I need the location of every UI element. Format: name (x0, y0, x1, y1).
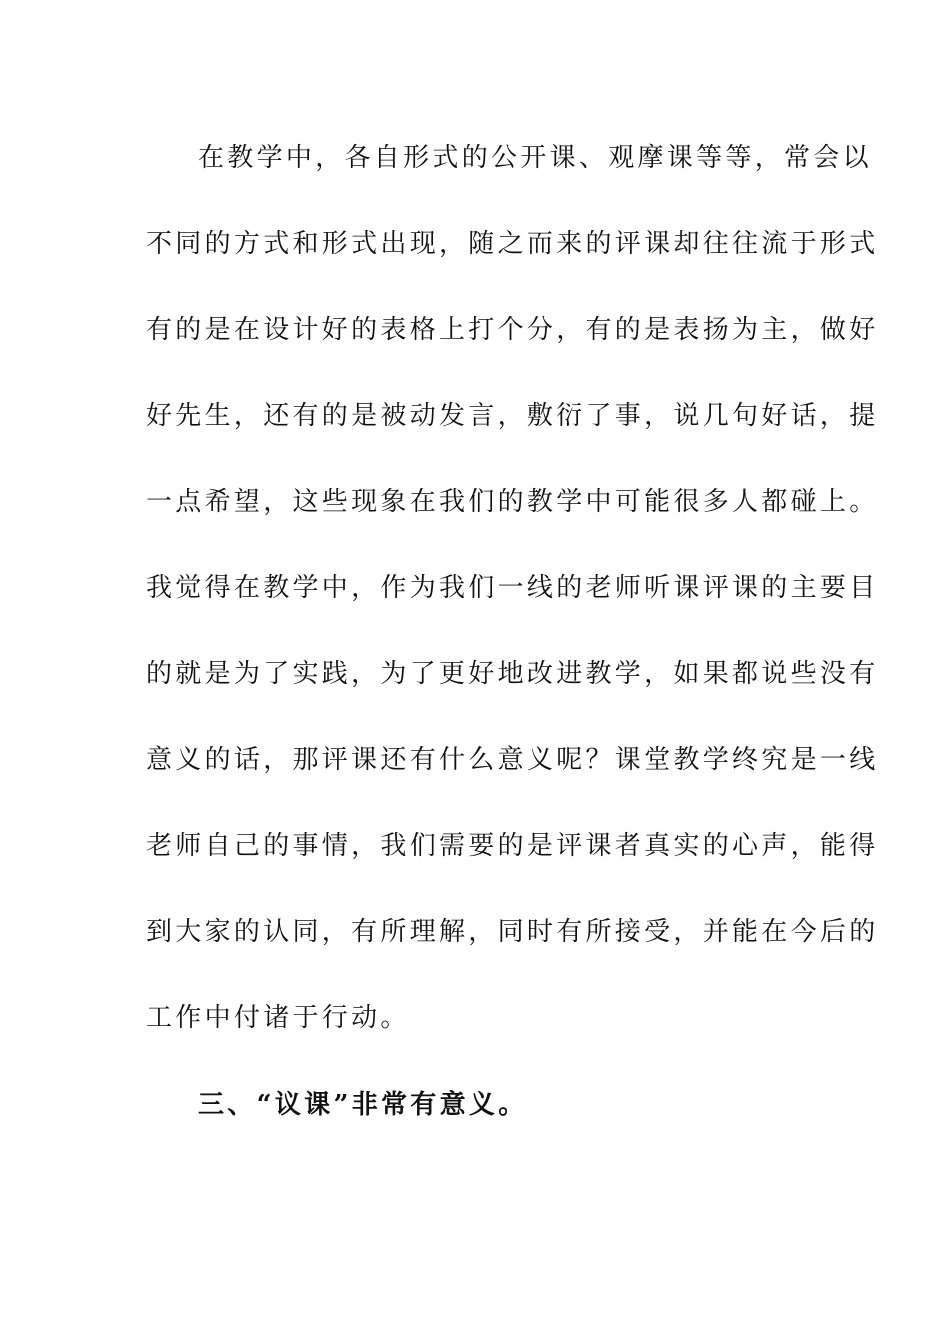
paragraph-line: 我觉得在教学中，作为我们一线的老师听课评课的主要目 (146, 573, 879, 603)
paragraph-line: 意义的话，那评课还有什么意义呢？课堂教学终究是一线 (146, 745, 879, 775)
paragraph-line: 好先生，还有的是被动发言，敷衍了事，说几句好话，提 (146, 401, 879, 431)
paragraph-line: 在教学中，各自形式的公开课、观摩课等等，常会以 (198, 143, 872, 173)
section-heading: 三、“议课”非常有意义。 (198, 1090, 528, 1120)
paragraph-line: 到大家的认同，有所理解，同时有所接受，并能在今后的 (146, 917, 879, 947)
paragraph-line: 一点希望，这些现象在我们的教学中可能很多人都碰上。 (146, 487, 879, 517)
paragraph-line: 不同的方式和形式出现，随之而来的评课却往往流于形式 (146, 229, 879, 259)
paragraph-line: 的就是为了实践，为了更好地改进教学，如果都说些没有 (146, 659, 879, 689)
paragraph-line: 工作中付诸于行动。 (146, 1003, 410, 1033)
paragraph-line: 有的是在设计好的表格上打个分，有的是表扬为主，做好 (146, 315, 879, 345)
paragraph-line: 老师自己的事情，我们需要的是评课者真实的心声，能得 (146, 831, 879, 861)
